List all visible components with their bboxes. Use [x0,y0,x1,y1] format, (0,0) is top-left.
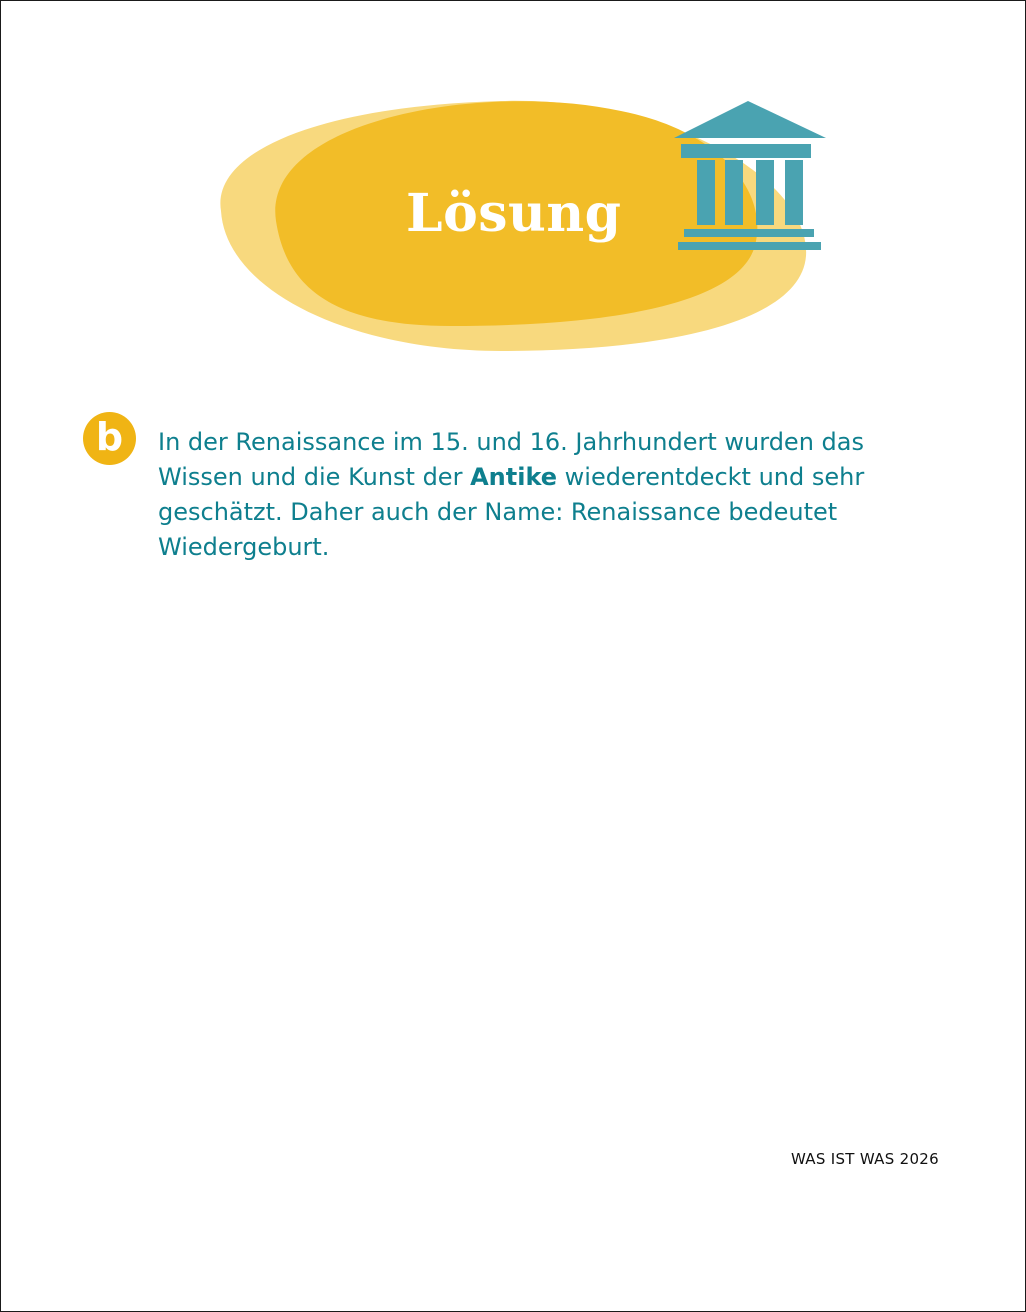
answer-highlight: Antike [470,463,558,491]
solution-header [201,71,841,371]
answer-text [158,425,918,565]
answer-badge: b [83,412,136,465]
solution-title: Lösung [406,183,622,244]
answer-text-part-2: wiederentdeckt und sehr geschätzt. Daher auch der Name: Renaissance bedeutet Wiedergeburt. [158,463,865,561]
footer-credit: WAS IST WAS 2026 [791,1150,939,1168]
answer-text-part-1: In der Renaissance im 15. und 16. Jahrhundert wurden das Wissen und die Kunst der [158,428,864,491]
